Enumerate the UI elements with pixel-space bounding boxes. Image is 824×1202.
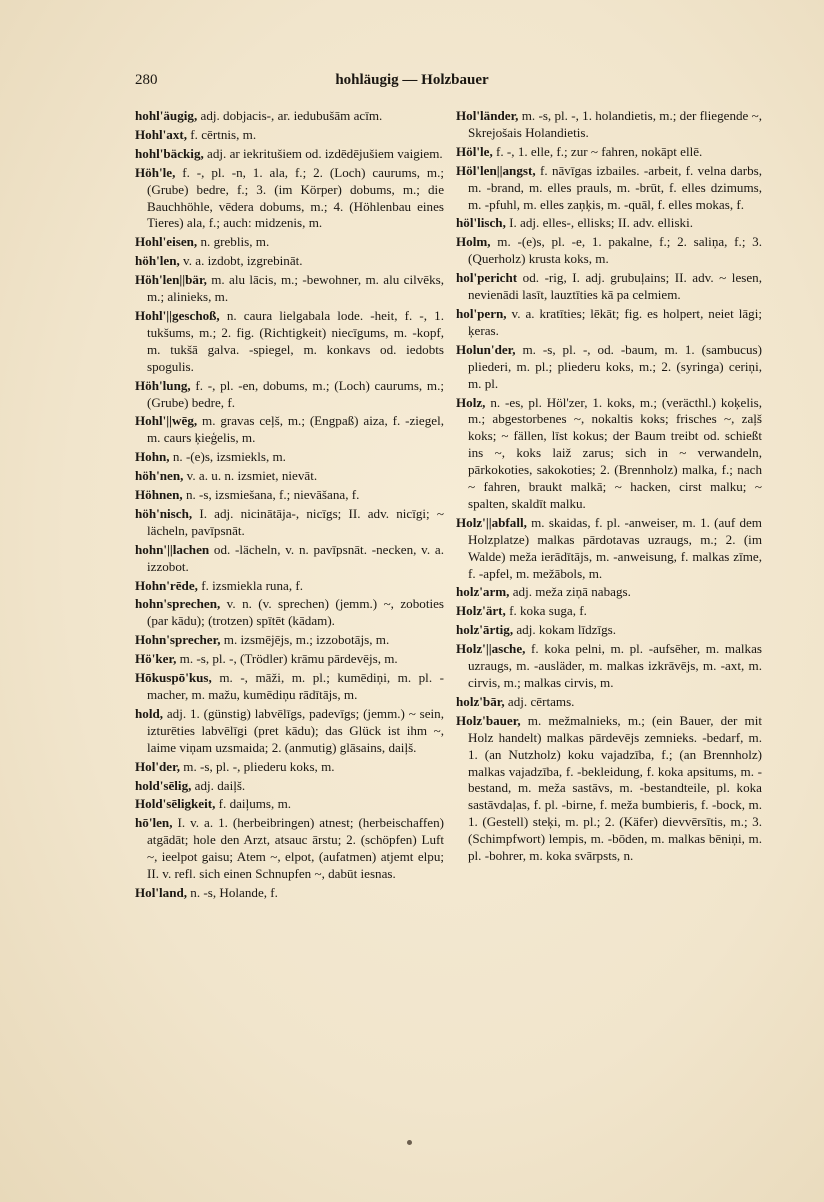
- entry-headword: Hohn'sprecher,: [135, 632, 221, 648]
- entry-definition: adj. ar iekritušiem od. izdēdējušiem vaigiem.: [203, 145, 443, 161]
- dictionary-entry: [135, 796, 444, 813]
- entry-headword: Höl'le,: [456, 143, 493, 159]
- dictionary-entry: [135, 108, 444, 125]
- dictionary-entry: [135, 378, 444, 412]
- dictionary-entry: [135, 449, 444, 466]
- entry-headword: Holz'||asche,: [456, 641, 526, 657]
- entry-definition: adj. kokam līdzīgs.: [513, 622, 617, 638]
- entry-headword: holz'ārtig,: [456, 622, 514, 638]
- dictionary-entry: [135, 165, 444, 233]
- entry-definition: m. skaidas, f. pl. -anweiser, m. 1. (auf dem Holzplatze) malkas pārdotavas uzraugs, m.; 2. (im Walde) meža ierādītājs, m. -anweisung, f. malkas zīme, f. -apfel, m. mežābols, m.: [468, 514, 762, 581]
- dictionary-entry: [135, 506, 444, 540]
- entry-definition: n. caura lielgabala lode. -heit, f. -, 1. tukšums, m.; 2. fig. (Richtigkeit) niecīgums, m. -kopf, m. tukšā galva. -spiegel, m. konkavs od. iedobts spogulis.: [147, 307, 444, 374]
- entry-definition: m. -s, pl. -, od. -baum, m. 1. (sambucus) pliederi, m. pl.; pliederu koks, m.; 2. (syringa) ceriņi, m. pl.: [468, 341, 762, 391]
- entry-definition: v. n. (v. sprechen) (jemm.) ~, zoboties (par kādu); (trotzen) spītēt (kādam).: [147, 596, 444, 629]
- entry-headword: Hohl'||wēg,: [135, 413, 198, 429]
- entry-definition: v. a. kratīties; lēkāt; fig. es holpert, neiet lāgi; ķeras.: [468, 305, 762, 338]
- left-column: [135, 108, 444, 904]
- entry-headword: Höhnen,: [135, 487, 183, 503]
- dictionary-entry: [456, 306, 762, 340]
- entry-headword: hohl'äugig,: [135, 108, 198, 123]
- entry-headword: höh'nen,: [135, 468, 184, 484]
- entry-headword: holz'arm,: [456, 584, 510, 600]
- entry-definition: f. daiļums, m.: [215, 796, 292, 812]
- entry-definition: v. a. izdobt, izgrebināt.: [179, 253, 303, 269]
- dictionary-entry: [456, 163, 762, 214]
- dictionary-entry: [456, 694, 762, 711]
- entry-definition: f. cērtnis, m.: [187, 126, 257, 142]
- dictionary-entry: [135, 468, 444, 485]
- entry-headword: Hohl'||geschoß,: [135, 307, 220, 323]
- dictionary-entry: [456, 144, 762, 161]
- dictionary-entry: [456, 641, 762, 692]
- entry-definition: I. adj. elles-, ellisks; II. adv. elliski.: [505, 215, 693, 231]
- dictionary-entry: [456, 622, 762, 639]
- entry-headword: hohn'sprechen,: [135, 596, 221, 612]
- entry-headword: hō'len,: [135, 815, 173, 831]
- entry-definition: m. -(e)s, pl. -e, 1. pakalne, f.; 2. saliņa, f.; 3. (Querholz) krusta koks, m.: [468, 234, 762, 267]
- dictionary-entry: [135, 632, 444, 649]
- dictionary-entry: [135, 759, 444, 776]
- entry-definition: adj. cērtams.: [504, 693, 575, 709]
- dictionary-entry: [135, 127, 444, 144]
- entry-definition: I. v. a. 1. (herbeibringen) atnest; (herbeischaffen) atgādāt; hole den Arzt, atsauc ārstu; 2. (schöpfen) Luft ~, ieelpot gaisu; Atem ~, elpot, (aufatmen) atjemt elpu; II. v. refl. sich einen Schnupfen ~, dabūt iesnas.: [147, 815, 444, 882]
- entry-headword: Höh'le,: [135, 164, 176, 180]
- entry-definition: m. mežmalnieks, m.; (ein Bauer, der mit Holz handelt) malkas pārdevējs zemnieks. -bedarf, m. 1. (an Nutzholz) koku vajadzība, f.; (an Brennholz) malkas vajadzība, f. -bekleidung, f. koka apsitums, m. -bestand, m. meža sastāvs, m. -bestandteile, pl. koka sastāvdaļas, f. pl. -birne, f. meža bumbieris, f. -bock, m. 1. (Gestell) steķi, m. pl.; 2. (Käfer) dievvērsītis, m.; 3. (Schimpfwort) lempis, m. -bōden, m. malkas bēniņi, m. pl. -bohrer, m. koka svārpsts, n.: [468, 712, 762, 864]
- entry-headword: hol'pericht: [456, 270, 518, 286]
- dictionary-entry: [135, 253, 444, 270]
- entry-definition: n. -s, izsmiešana, f.; nievāšana, f.: [182, 487, 360, 503]
- entry-definition: adj. 1. (günstig) labvēlīgs, padevīgs; (jemm.) ~ sein, izturēties labvēlīgi (pret kādu); das Glück ist ihm ~, laime viņam uzsmaida; 2. (anmutig) glāsains, daiļš.: [147, 705, 444, 755]
- dictionary-entry: [135, 651, 444, 668]
- dictionary-entry: [135, 578, 444, 595]
- entry-definition: m. alu lācis, m.; -bewohner, m. alu cilvēks, m.; alinieks, m.: [147, 272, 444, 305]
- entry-definition: f. -, pl. -en, dobums, m.; (Loch) caurums, m.; (Grube) bedre, f.: [147, 377, 444, 410]
- entry-headword: Hohn,: [135, 449, 170, 465]
- entry-definition: f. -, 1. elle, f.; zur ~ fahren, nokāpt ellē.: [492, 143, 703, 159]
- dictionary-entry: [135, 596, 444, 630]
- entry-definition: v. a. u. n. izsmiet, nievāt.: [183, 468, 318, 484]
- entry-definition: f. koka suga, f.: [505, 603, 587, 619]
- entry-headword: Holz'ärt,: [456, 603, 506, 619]
- entry-headword: Höh'len||bär,: [135, 272, 207, 288]
- entry-headword: höl'lisch,: [456, 215, 506, 231]
- dictionary-entry: [135, 308, 444, 376]
- right-column: [456, 108, 762, 867]
- entry-headword: Holz,: [456, 394, 486, 410]
- dictionary-entry: [456, 108, 762, 142]
- entry-headword: Hol'länder,: [456, 108, 519, 123]
- dictionary-entry: [135, 815, 444, 883]
- dictionary-entry: [456, 515, 762, 583]
- entry-headword: Hohl'axt,: [135, 126, 188, 142]
- entry-definition: adj. daiļš.: [191, 777, 246, 793]
- dictionary-entry: [135, 778, 444, 795]
- entry-headword: hohl'bäckig,: [135, 145, 204, 161]
- entry-definition: od. -lächeln, v. n. pavīpsnāt. -necken, v. a. izzobot.: [147, 541, 444, 574]
- entry-definition: f. koka pelni, m. pl. -aufsēher, m. malkas uzraugs, m. -ausläder, m. malkas izkrāvējs, m. -axt, m. cirvis, m.; malkas cirvis, m.: [468, 641, 762, 690]
- entry-definition: n. -es, pl. Höl'zer, 1. koks, m.; (veräcthl.) koķelis, m.; abgestorbenes ~, nokaltis koks; frisches ~, zaļš koks; ~ fällen, līst kokus; der Baum treibt od. schießt ins ~, koks laiž zarus; sich in ~ verwandeln, pārkokoties, sakokoties; 2. (Brennholz) malka, f.; nach ~ fahren, braukt malkā; ~ hacken, cirst malku; ~ spalten, skaldīt malku.: [468, 394, 762, 511]
- dictionary-entry: [456, 342, 762, 393]
- dictionary-entry: [135, 885, 444, 902]
- entry-definition: adj. dobjacis-, ar. iedubušām acīm.: [197, 108, 383, 123]
- page-mark-dot: [407, 1140, 412, 1145]
- entry-definition: f. nāvīgas izbailes. -arbeit, f. velna darbs, m. -brand, m. elles prauls, m. -brūt, f. elles dzimums, m. -pfuhl, m. elles zaņķis, m. -quāl, f. elles mokas, f.: [468, 162, 762, 212]
- entry-definition: m. -, māži, m. pl.; kumēdiņi, m. pl. -macher, m. mažu, kumēdiņu rādītājs, m.: [147, 670, 444, 702]
- entry-headword: Hohn'rēde,: [135, 577, 198, 593]
- page-number: 280: [135, 72, 158, 88]
- entry-definition: od. -rig, I. adj. grubuļains; II. adv. ~ lesen, nevienādi lasīt, lauztīties kā pa celmiem.: [468, 270, 762, 303]
- entry-definition: m. gravas ceļš, m.; (Engpaß) aiza, f. -ziegel, m. caurs ķieģelis, m.: [147, 413, 444, 446]
- dictionary-entry: [456, 215, 762, 232]
- dictionary-entry: [456, 713, 762, 865]
- entry-headword: Holz'||abfall,: [456, 514, 527, 530]
- entry-headword: holz'bār,: [456, 693, 505, 709]
- entry-headword: höh'nisch,: [135, 505, 193, 521]
- entry-definition: f. -, pl. -n, 1. ala, f.; 2. (Loch) caurums, m.; (Grube) bedre, f.; 3. (im Körper) dobums, m.; die Bauchhöhle, vēdera dobums, m.; 4. (Höhlenbau eines Tieres) ala, f.; auch: midzenis, m.: [147, 164, 444, 231]
- dictionary-entry: [456, 234, 762, 268]
- entry-headword: Holm,: [456, 234, 491, 250]
- entry-headword: Hōkuspō'kus,: [135, 670, 212, 686]
- entry-definition: m. -s, pl. -, (Trödler) krāmu pārdevējs, m.: [176, 651, 398, 667]
- entry-headword: höh'len,: [135, 253, 180, 269]
- entry-definition: n. -s, Holande, f.: [187, 884, 278, 900]
- dictionary-entry: [456, 395, 762, 513]
- entry-headword: Holz'bauer,: [456, 712, 521, 728]
- entry-headword: hol'pern,: [456, 305, 507, 321]
- entry-headword: Hohl'eisen,: [135, 234, 198, 250]
- entry-definition: I. adj. nicinātāja-, nicīgs; II. adv. nicīgi; ~ lächeln, pavīpsnāt.: [147, 505, 444, 538]
- dictionary-entry: [135, 272, 444, 306]
- dictionary-entry: [135, 487, 444, 504]
- entry-definition: n. greblis, m.: [197, 234, 270, 250]
- dictionary-entry: [135, 670, 444, 704]
- dictionary-entry: [135, 234, 444, 251]
- dictionary-entry: [456, 270, 762, 304]
- entry-definition: m. izsmējējs, m.; izzobotājs, m.: [220, 632, 390, 648]
- dictionary-entry: [456, 584, 762, 601]
- entry-headword: Hold'sēligkeit,: [135, 796, 216, 812]
- entry-headword: Hol'der,: [135, 758, 180, 774]
- entry-definition: m. -s, pl. -, pliederu koks, m.: [179, 758, 335, 774]
- entry-headword: hold'sēlig,: [135, 777, 192, 793]
- dictionary-entry: [135, 413, 444, 447]
- dictionary-entry: [135, 146, 444, 163]
- entry-definition: m. -s, pl. -, 1. holandietis, m.; der fliegende ~, Skrejošais Holandietis.: [468, 108, 762, 140]
- entry-headword: hold,: [135, 705, 164, 721]
- dictionary-entry: [135, 706, 444, 757]
- entry-headword: Höh'lung,: [135, 377, 191, 393]
- entry-definition: adj. meža ziņā nabags.: [509, 584, 631, 600]
- entry-definition: f. izsmiekla runa, f.: [197, 577, 304, 593]
- entry-headword: Hol'land,: [135, 884, 188, 900]
- entry-headword: Holun'der,: [456, 341, 516, 357]
- entry-headword: hohn'||lachen: [135, 541, 210, 557]
- running-head: hohläugig — Holzbauer: [335, 72, 489, 88]
- entry-headword: Hö'ker,: [135, 651, 177, 667]
- entry-definition: n. -(e)s, izsmiekls, m.: [169, 449, 286, 465]
- entry-headword: Höl'len||angst,: [456, 162, 536, 178]
- dictionary-entry: [135, 542, 444, 576]
- dictionary-entry: [456, 603, 762, 620]
